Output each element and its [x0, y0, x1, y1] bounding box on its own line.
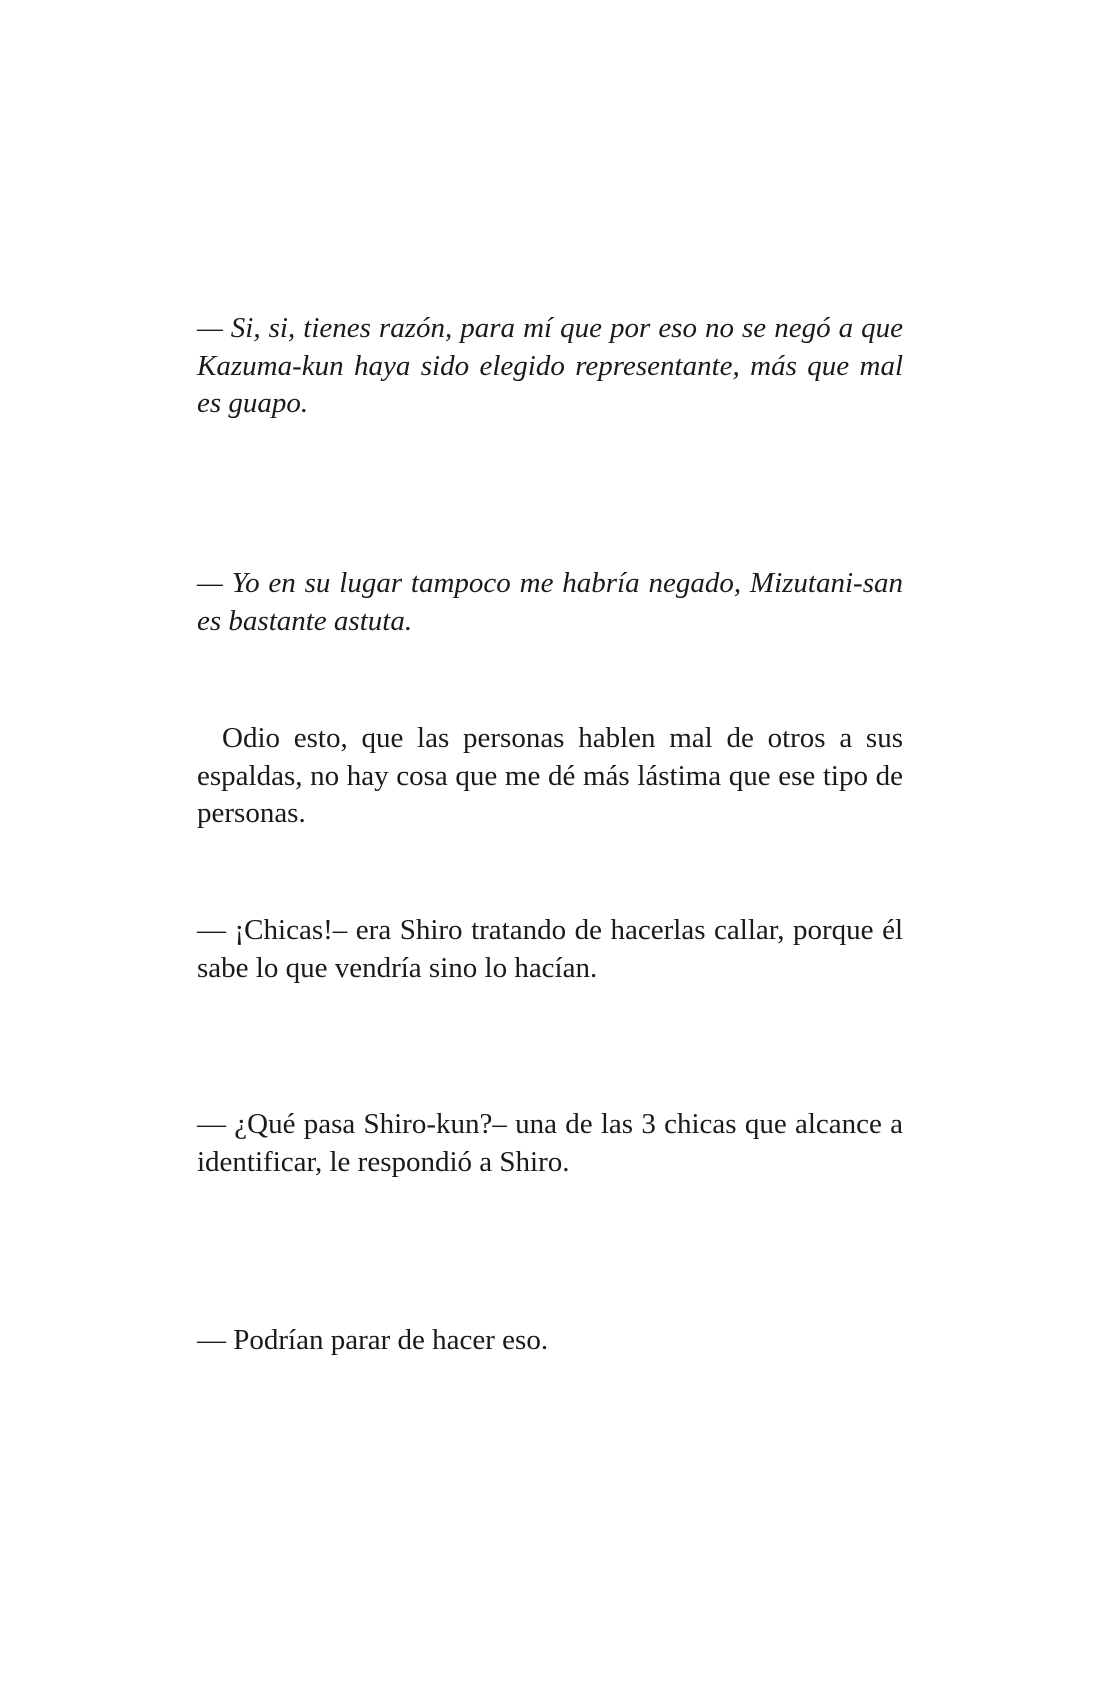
dialogue-paragraph-3: — ¡Chicas!– era Shiro tratando de hacerlas callar, porque él sabe lo que vendría sino lo hacían.: [197, 914, 903, 984]
dialogue-paragraph-1: — Si, si, tienes razón, para mí que por eso no se negó a que Kazuma-kun haya sido elegido representante, más que mal es guapo.: [197, 312, 903, 419]
narration-paragraph: Odio esto, que las personas hablen mal de otros a sus espaldas, no hay cosa que me dé más lástima que ese tipo de personas.: [197, 722, 903, 829]
dialogue-paragraph-5: — Podrían parar de hacer eso.: [197, 1324, 549, 1356]
dialogue-paragraph-2: — Yo en su lugar tampoco me habría negado, Mizutani-san es bastante astuta.: [197, 567, 903, 637]
dialogue-paragraph-4: — ¿Qué pasa Shiro-kun?– una de las 3 chicas que alcance a identificar, le respondió a Shiro.: [197, 1108, 903, 1178]
